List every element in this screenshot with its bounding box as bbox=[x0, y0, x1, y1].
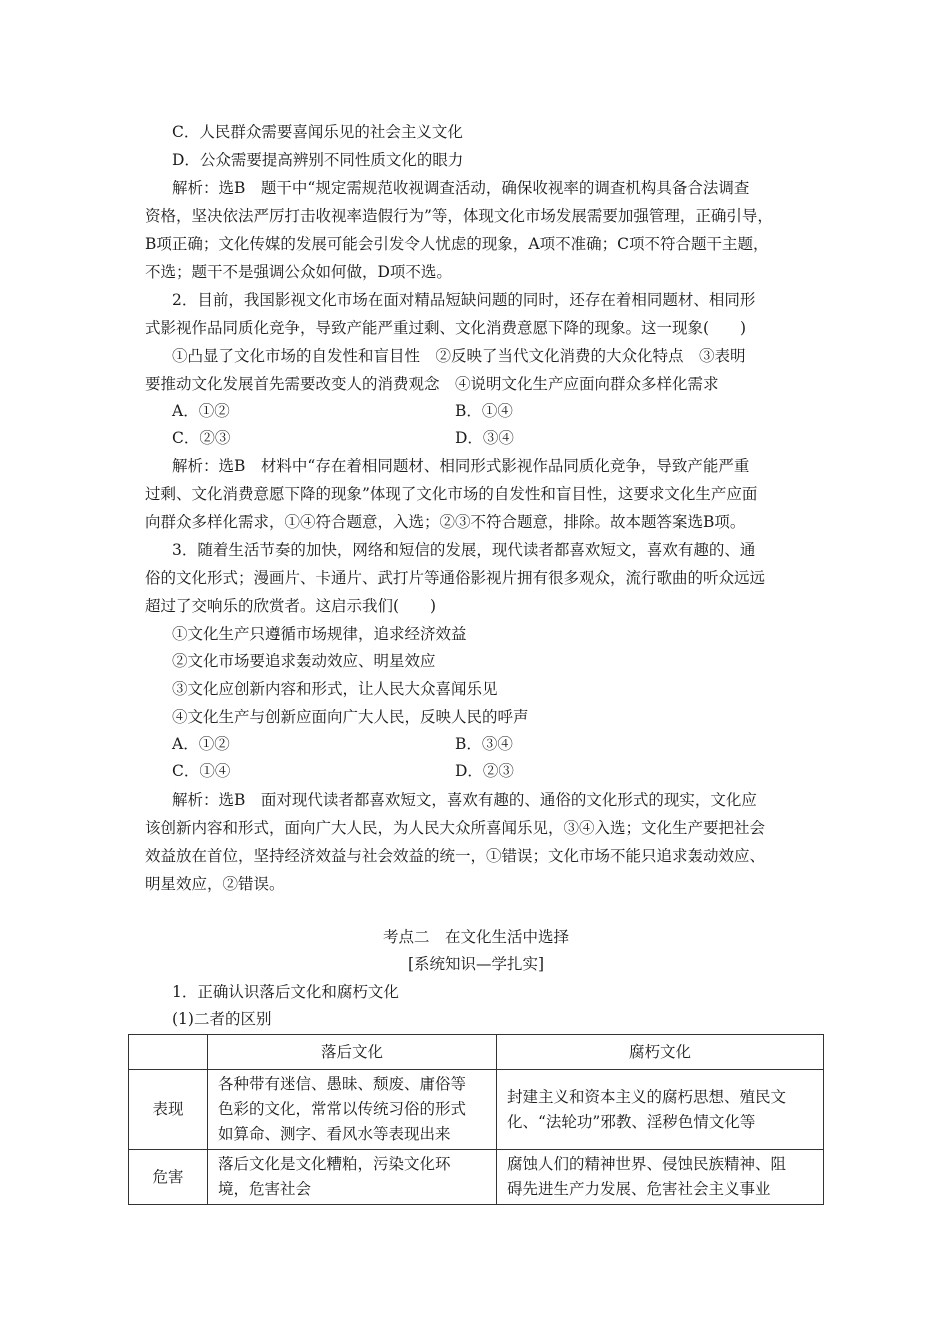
q1-analysis-line: 资格，坚决依法严厉打击收视率造假行为”等，体现文化市场发展需要加强管理，正确引导， bbox=[145, 207, 773, 225]
q3-option-c: C．①④ bbox=[172, 762, 231, 780]
sub-heading: (1)二者的区别 bbox=[172, 1010, 272, 1028]
q1-analysis-line: B项正确；文化传媒的发展可能会引发令人忧虑的现象，A项不准确；C项不符合题干主题， bbox=[145, 235, 769, 253]
decadent-culture-cell bbox=[497, 1150, 824, 1205]
table-row bbox=[129, 1070, 824, 1150]
cell-line: 色彩的文化，常常以传统习俗的形式 bbox=[218, 1100, 467, 1118]
q3-analysis-line: 效益放在首位，坚持经济效益与社会效益的统一，①错误；文化市场不能只追求轰动效应、 bbox=[145, 847, 766, 865]
table-header-cell bbox=[129, 1035, 208, 1070]
q3-options-row-2 bbox=[172, 758, 825, 785]
cell-line: 化、“法轮功”邪教、淫秽色情文化等 bbox=[507, 1112, 756, 1131]
q3-analysis-line: 解析：选B 面对现代读者都喜欢短文，喜欢有趣的、通俗的文化形式的现实，文化应 bbox=[172, 791, 757, 809]
q3-option-b: B．③④ bbox=[455, 735, 513, 753]
point-heading: 1．正确认识落后文化和腐朽文化 bbox=[172, 983, 399, 1001]
comparison-table bbox=[128, 1034, 824, 1205]
q2-analysis-line: 解析：选B 材料中“存在着相同题材、相同形式影视作品同质化竞争，导致产能严重 bbox=[172, 457, 750, 475]
q1-analysis-line: 解析：选B 题干中“规定需规范收视调查活动，确保收视率的调查机构具备合法调查 bbox=[172, 179, 750, 197]
q3-option-a: A．①② bbox=[172, 735, 230, 753]
q1-option-c: C．人民群众需要喜闻乐见的社会主义文化 bbox=[172, 123, 463, 141]
q2-stem-line: 式影视作品同质化竞争，导致产能严重过剩、文化消费意愿下降的现象。这一现象( ) bbox=[145, 319, 747, 337]
row-label: 危害 bbox=[129, 1150, 208, 1205]
q3-stem-line: 超过了交响乐的欣赏者。这启示我们( ) bbox=[145, 597, 437, 615]
q3-statement: ④文化生产与创新应面向广大人民，反映人民的呼声 bbox=[172, 708, 529, 726]
table-header-cell: 落后文化 bbox=[208, 1035, 497, 1070]
backward-culture-cell bbox=[208, 1070, 497, 1150]
q2-option-a: A．①② bbox=[172, 402, 230, 420]
cell-line: 腐蚀人们的精神世界、侵蚀民族精神、阻 bbox=[507, 1155, 787, 1173]
row-label: 表现 bbox=[129, 1070, 208, 1150]
cell-line: 境，危害社会 bbox=[218, 1180, 312, 1198]
q2-options-row-2 bbox=[172, 425, 825, 452]
q2-option-b: B．①④ bbox=[455, 402, 513, 420]
cell-line: 封建主义和资本主义的腐朽思想、殖民文 bbox=[507, 1087, 787, 1106]
q2-option-c: C．②③ bbox=[172, 429, 231, 447]
q3-analysis-line: 该创新内容和形式，面向广大人民，为人民大众所喜闻乐见，③④入选；文化生产要把社会 bbox=[145, 819, 766, 837]
decadent-culture-cell bbox=[497, 1070, 824, 1150]
q1-option-d: D．公众需要提高辨别不同性质文化的眼力 bbox=[172, 151, 464, 169]
section-subtitle: [系统知识—学扎实] bbox=[407, 955, 545, 973]
q2-analysis-line: 过剩、文化消费意愿下降的现象”体现了文化市场的自发性和盲目性，这要求文化生产应面 bbox=[145, 485, 758, 503]
table-header-row bbox=[129, 1035, 824, 1070]
table-row bbox=[129, 1150, 824, 1205]
q3-analysis-line: 明星效应，②错误。 bbox=[145, 875, 285, 893]
section-title: 考点二 在文化生活中选择 bbox=[382, 928, 569, 946]
q3-statement: ②文化市场要追求轰动效应、明星效应 bbox=[172, 652, 436, 670]
cell-line: 碍先进生产力发展、危害社会主义事业 bbox=[507, 1180, 771, 1198]
cell-line: 落后文化是文化糟粕，污染文化环 bbox=[218, 1155, 451, 1173]
q3-statement: ①文化生产只遵循市场规律，追求经济效益 bbox=[172, 625, 467, 643]
q3-options-row-1 bbox=[172, 731, 825, 758]
q1-analysis-line: 不选；题干不是强调公众如何做，D项不选。 bbox=[145, 263, 452, 281]
q2-options-row-1 bbox=[172, 398, 825, 425]
backward-culture-cell bbox=[208, 1150, 497, 1205]
table-header-cell: 腐朽文化 bbox=[497, 1035, 824, 1070]
q2-analysis-line: 向群众多样化需求，①④符合题意，入选；②③不符合题意，排除。故本题答案选B项。 bbox=[145, 513, 746, 531]
q3-stem-line: 俗的文化形式；漫画片、卡通片、武打片等通俗影视片拥有很多观众，流行歌曲的听众远远 bbox=[145, 569, 766, 587]
q2-statement-line: ①凸显了文化市场的自发性和盲目性 ②反映了当代文化消费的大众化特点 ③表明 bbox=[172, 347, 746, 365]
q3-option-d: D．②③ bbox=[455, 762, 514, 780]
q3-stem-line: 3．随着生活节奏的加快，网络和短信的发展，现代读者都喜欢短文，喜欢有趣的、通 bbox=[172, 541, 756, 559]
cell-line: 如算命、测字、看风水等表现出来 bbox=[218, 1125, 451, 1143]
q3-statement: ③文化应创新内容和形式，让人民大众喜闻乐见 bbox=[172, 680, 498, 698]
q2-stem-line: 2．目前，我国影视文化市场在面对精品短缺问题的同时，还存在着相同题材、相同形 bbox=[172, 291, 756, 309]
cell-line: 各种带有迷信、愚昧、颓废、庸俗等 bbox=[218, 1075, 467, 1093]
q2-statement-line: 要推动文化发展首先需要改变人的消费观念 ④说明文化生产应面向群众多样化需求 bbox=[145, 375, 719, 393]
q2-option-d: D．③④ bbox=[455, 429, 514, 447]
